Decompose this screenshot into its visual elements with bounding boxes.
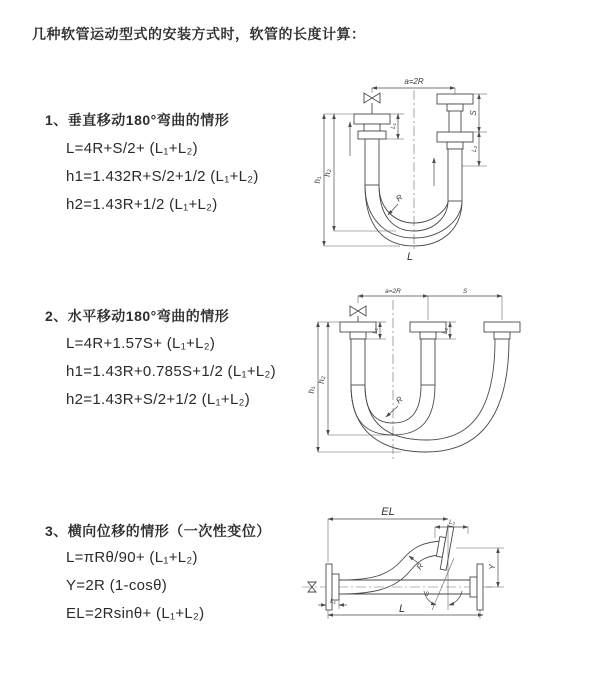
- dimension-EL: [328, 506, 448, 562]
- left-leg-fitting: [354, 114, 390, 185]
- right-flange: [470, 564, 483, 610]
- dim-Y-label: Y: [488, 564, 497, 570]
- middle-leg-fitting: [410, 322, 446, 385]
- radius-label: R: [394, 192, 405, 204]
- radius-callout: [388, 193, 405, 215]
- dimension-L1: [318, 598, 347, 609]
- diagram-lateral-displacement: [296, 498, 596, 670]
- dimension-a2R: [372, 77, 455, 94]
- section-1-formula-h2: h2=1.43R+1/2 (L₁+L₂): [66, 196, 218, 213]
- dim-L2-label: L₂: [448, 519, 456, 526]
- dimension-L: [328, 603, 483, 619]
- top-flange: [434, 525, 453, 570]
- dim-h2-label: h₂: [317, 376, 326, 384]
- section-3-formula-Y: Y=2R (1-cosθ): [66, 577, 168, 594]
- dimension-S: [428, 288, 502, 320]
- length-label: L: [406, 251, 414, 263]
- section-2-formula-h2: h2=1.43R+S/2+1/2 (L₁+L₂): [66, 391, 251, 408]
- section-3-formula-EL: EL=2Rsinθ+ (L₁+L₂): [66, 605, 205, 622]
- dim-S-label: S: [469, 110, 478, 116]
- dim-h1-label: h₁: [307, 386, 316, 394]
- section-2-formula-h1: h1=1.43R+0.785S+1/2 (L₁+L₂): [66, 363, 276, 380]
- section-3-formula-L: L=πRθ/90+ (L₁+L₂): [66, 549, 198, 566]
- dim-h2-label: h₂: [323, 169, 332, 177]
- radius-callout: [386, 395, 405, 417]
- valve-icon: [364, 93, 380, 114]
- diagram-vertical-180-bend: [300, 68, 590, 268]
- dim-L1-label: L₁: [372, 328, 379, 334]
- left-leg-fitting: [340, 322, 376, 385]
- dimension-h1: [313, 114, 400, 246]
- hose-curves: [365, 185, 462, 246]
- dim-a2R-label: a=2R: [385, 288, 401, 295]
- diagram-horizontal-180-bend: [296, 280, 596, 475]
- dim-EL-label: EL: [381, 506, 395, 518]
- dim-a2R-label: a=2R: [404, 77, 424, 86]
- curved-hose: [339, 541, 443, 594]
- section-1-formula-L: L=4R+S/2+ (L₁+L₂): [66, 140, 198, 157]
- page-title: 几种软管运动型式的安装方式时，软管的长度计算：: [32, 26, 366, 42]
- right-leg-fitting: [437, 94, 473, 201]
- dim-L-label: L: [398, 603, 406, 615]
- radius-label: R: [394, 394, 405, 406]
- section-1-formula-h1: h1=1.432R+S/2+1/2 (L₁+L₂): [66, 168, 259, 185]
- dim-h1-label: h₁: [313, 176, 322, 184]
- dim-L2-label: L₂: [442, 327, 449, 335]
- right-leg-fitting: [484, 322, 520, 339]
- section-1-heading: 1、垂直移动180°弯曲的情形: [45, 112, 230, 128]
- section-2-heading: 2、水平移动180°弯曲的情形: [45, 308, 230, 324]
- valve-icon: [350, 306, 366, 322]
- dim-L1-label: L₁: [330, 598, 336, 605]
- dim-L2-label: L₂: [471, 145, 478, 153]
- section-2-formula-L: L=4R+1.57S+ (L₁+L₂): [66, 335, 216, 352]
- dim-S-label: S: [462, 288, 468, 295]
- angle-label: θ: [425, 591, 429, 598]
- section-3-heading: 3、横向位移的情形（一次性变位）: [45, 523, 271, 539]
- angle-callout: [424, 591, 462, 605]
- dim-L1-label: L₁: [390, 123, 397, 129]
- radius-label: R: [414, 561, 426, 572]
